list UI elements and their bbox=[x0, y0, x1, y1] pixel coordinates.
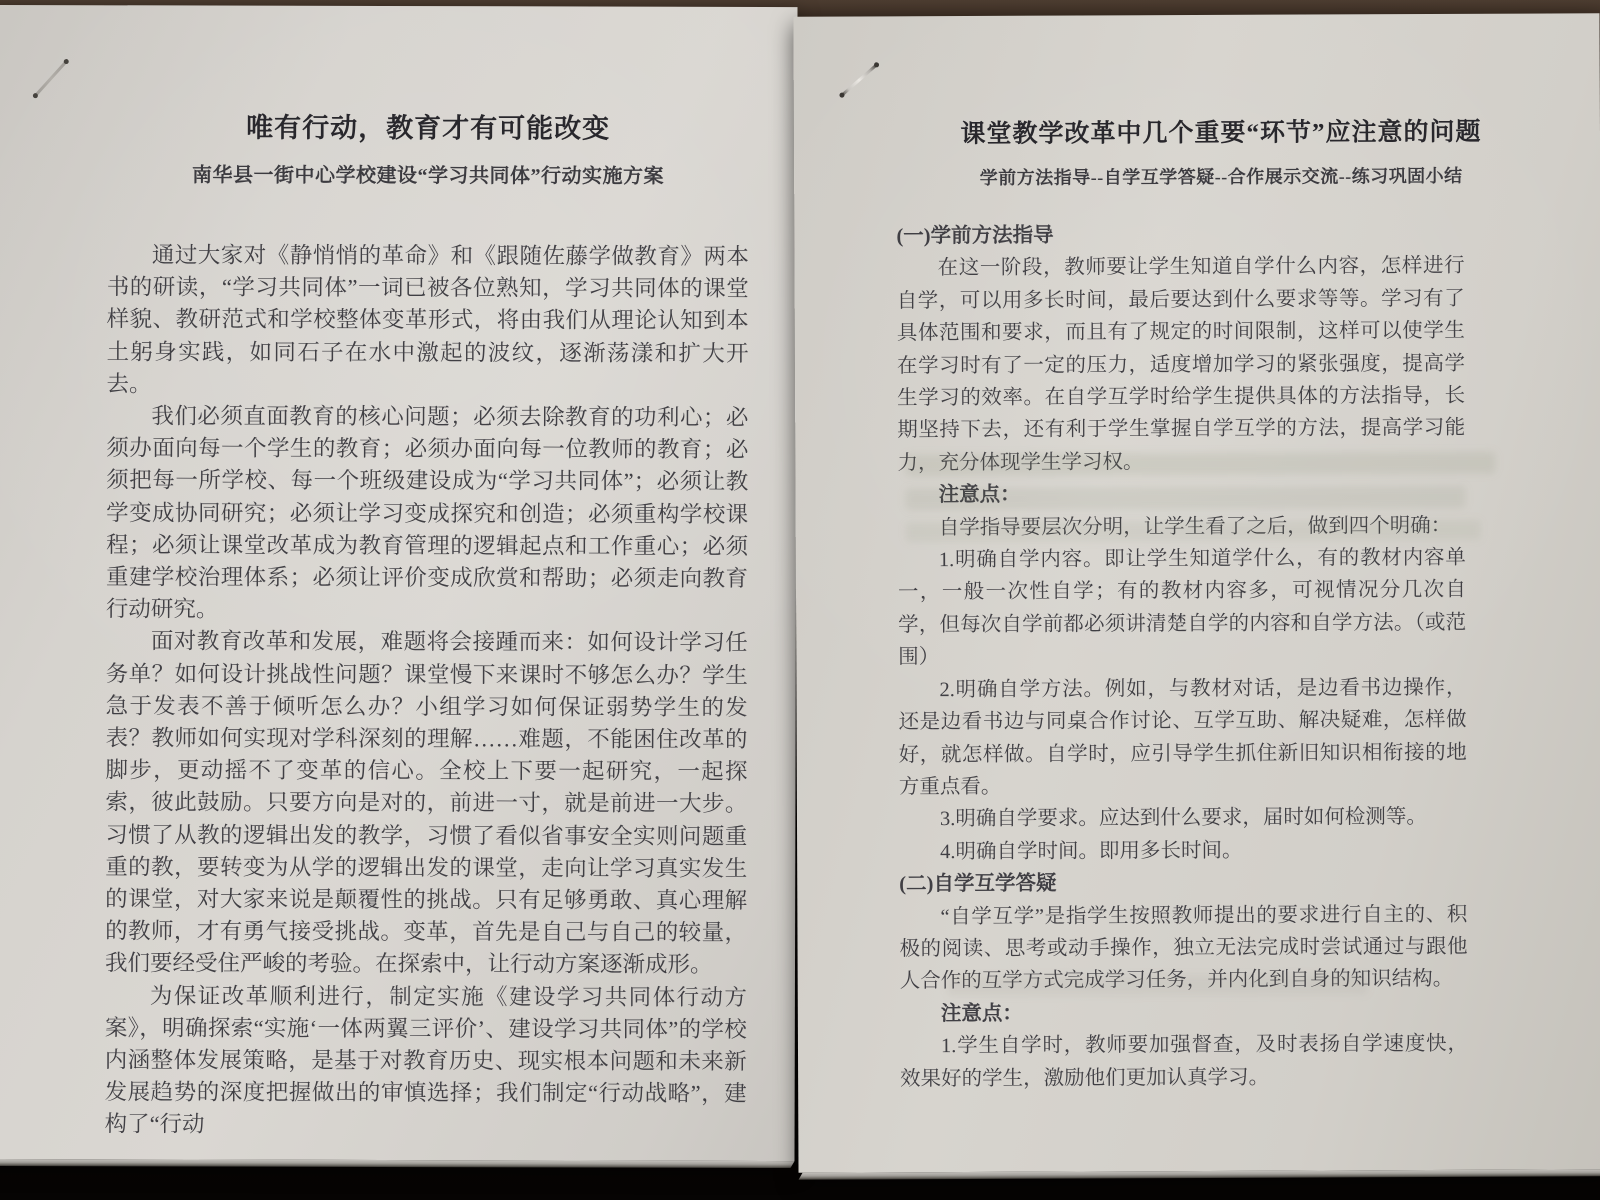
staple-mark bbox=[34, 60, 68, 97]
note-heading: 注意点： bbox=[938, 484, 1021, 507]
numbered-item: 4.明确自学时间。即用多长时间。 bbox=[940, 839, 1243, 863]
bleed-through-smudge bbox=[948, 974, 1368, 996]
paragraph: 面对教育改革和发展，难题将会接踵而来：如何设计学习任务单？如何设计挑战性问题？课堂慢下来课时不够怎么办？学生急于发表不善于倾听怎么办？小组学习如何保证弱势学生的发表？教师如何实现对学科深刻的理解……难题，不能困住改革的脚步，更动摇不了变革的信心。全校上下要一起研究，一起探索，彼此鼓励。只要方向是对的，前进一寸，就是前进一大步。习惯了从教的逻辑出发的教学，习惯了看似省事安全实则问题重重的教，要转变为从学的逻辑出发的课堂，走向让学习真实发生的课堂，对大家来说是颠覆性的挑战。只有足够勇敢、真心理解的教师，才有勇气接受挑战。变革，首先是自己与自己的较量，我们要经受住严峻的考验。在探索中，让行动方案逐渐成形。 bbox=[104, 628, 748, 978]
note-heading: 注意点： bbox=[940, 1002, 1023, 1025]
section-heading: (一)学前方法指导 bbox=[896, 224, 1054, 248]
paragraph: 通过大家对《静悄悄的革命》和《跟随佐藤学做教育》两本书的研读，“学习共同体”一词已被各位熟知，学习共同体的课堂样貌、教研范式和学校整体变革形式，将由我们从理论认知到本土躬身实践，如同石子在水中激起的波纹，逐渐荡漾和扩大开去。 bbox=[106, 242, 749, 397]
numbered-item: 3.明确自学要求。应达到什么要求，届时如何检测等。 bbox=[939, 806, 1427, 831]
numbered-item: 1.明确自学内容。即让学生知道学什么，有的教材内容单一，一般一次性自学；有的教材内容多，可视情况分几次自学，但每次自学前都必须讲清楚自学的内容和自学方法。（或范围） bbox=[897, 546, 1467, 669]
paragraph: “自学互学”是指学生按照教师提出的要求进行自主的、积极的阅读、思考或动手操作，独立无法完成时尝试通过与跟他人合作的互学方式完成学习任务，并内化到自身的知识结构。 bbox=[899, 903, 1468, 993]
section-heading: (二)自学互学答疑 bbox=[899, 872, 1057, 896]
paragraph: 在这一阶段，教师要让学生知道自学什么内容，怎样进行自学，可以用多长时间，最后要达到什么要求等等。学习有了具体范围和要求，而且有了规定的时间限制，这样可以使学生在学习时有了一定的压力，适度增加学习的紧张强度，提高学生学习的效率。在自学互学时给学生提供具体的方法指导，长期坚持下去，还有利于学生掌握自学互学的方法，提高学习能力，充分体现学生学习权。 bbox=[896, 255, 1466, 475]
left-document-title: 唯有行动，教育才有可能改变 bbox=[246, 112, 611, 144]
paragraph: 我们必须直面教育的核心问题；必须去除教育的功利心；必须办面向每一个学生的教育；必须办面向每一位教师的教育；必须把每一所学校、每一个班级建设成为“学习共同体”；必须让教学变成协同研究；必须让学习变成探究和创造；必须重构学校课程；必须让课堂改革成为教育管理的逻辑起点和工作重心；必须重建学校治理体系；必须让评价变成欣赏和帮助；必须走向教育行动研究。 bbox=[105, 403, 749, 622]
right-document-page bbox=[793, 13, 1600, 1173]
paragraph: 为保证改革顺利进行，制定实施《建设学习共同体行动方案》，明确探索“实施‘一体两翼三评价’、建设学习共同体”的学校内涵整体发展策略，是基于对教育历史、现实根本问题和未来新发展趋势的深度把握做出的审慎选择；我们制定“行动战略”，建构了“行动 bbox=[104, 983, 747, 1138]
bleed-through-smudge bbox=[905, 452, 1495, 477]
left-document-body bbox=[105, 239, 749, 1142]
right-document-subtitle: 学前方法指导--自学互学答疑--合作展示交流--练习巩固小结 bbox=[979, 165, 1463, 188]
numbered-item: 1.学生自学时，教师要加强督查，及时表扬自学速度快，效果好的学生，激励他们更加认真学习。 bbox=[900, 1032, 1469, 1090]
left-document-page bbox=[0, 5, 798, 1161]
numbered-item: 2.明确自学方法。例如，与教材对话，是边看书边操作，还是边看书边与同桌合作讨论、互学互助、解决疑难，怎样做好，就怎样做。自学时，应引导学生抓住新旧知识相衔接的地方重点看。 bbox=[898, 676, 1467, 799]
right-document-title: 课堂教学改革中几个重要“环节”应注意的问题 bbox=[960, 118, 1482, 149]
left-document-subtitle: 南华县一街中心学校建设“学习共同体”行动实施方案 bbox=[192, 164, 665, 188]
bleed-through-smudge bbox=[906, 486, 1466, 510]
staple bbox=[841, 63, 878, 96]
paragraph: 自学指导要层次分明，让学生看了之后，做到四个明确： bbox=[938, 514, 1452, 539]
bleed-through-smudge bbox=[906, 520, 1481, 543]
right-document-body bbox=[896, 217, 1550, 1095]
